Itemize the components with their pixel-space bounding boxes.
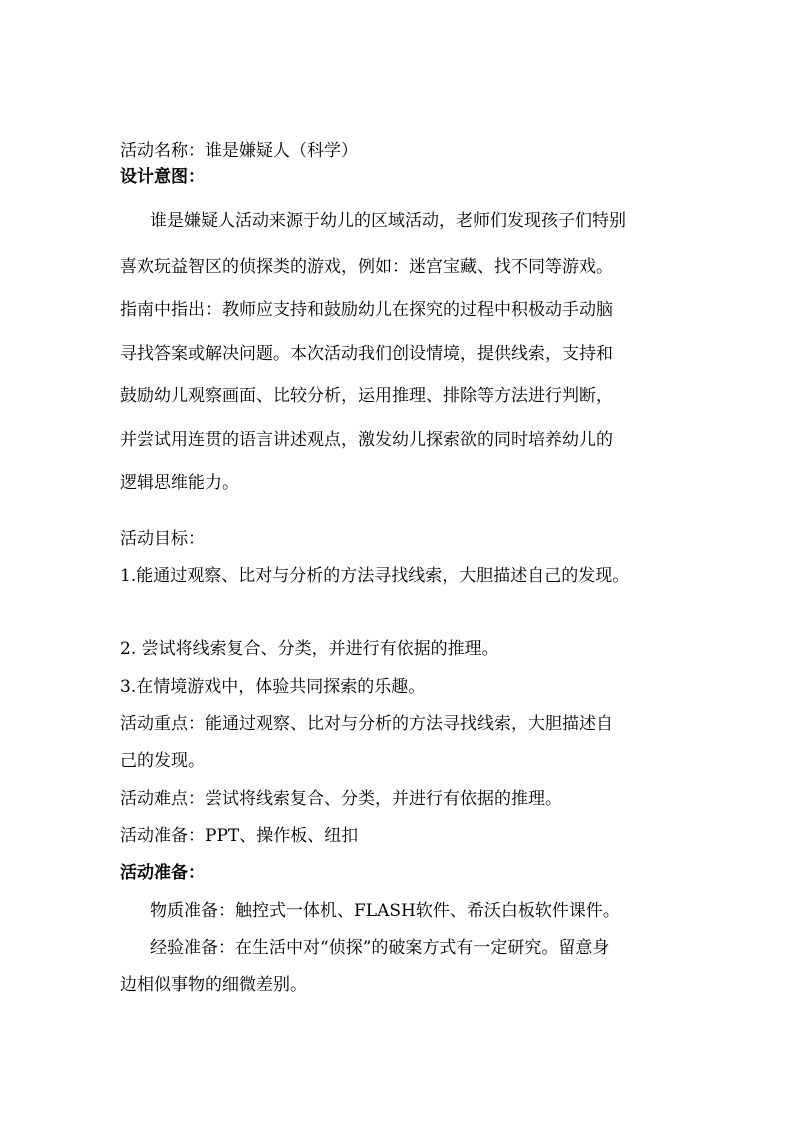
design-intent-line: 鼓励幼儿观察画面、比较分析，运用推理、排除等方法进行判断，	[120, 386, 613, 406]
design-intent-heading: 设计意图：	[120, 167, 205, 187]
difficulty: 活动难点：尝试将线索复合、分类，并进行有依据的推理。	[120, 789, 562, 809]
goal-item: 1.能通过观察、比对与分析的方法寻找线索，大胆描述自己的发现。	[120, 566, 630, 586]
design-intent-line: 谁是嫌疑人活动来源于幼儿的区域活动，老师们发现孩子们特别	[150, 211, 626, 231]
experience-preparation-line: 边相似事物的细微差别。	[120, 975, 307, 995]
physical-preparation: 物质准备：触控式一体机、FLASH软件、希沃白板软件课件。	[150, 901, 620, 921]
key-point-line: 活动重点：能通过观察、比对与分析的方法寻找线索，大胆描述自	[120, 714, 613, 734]
design-intent-line: 寻找答案或解决问题。本次活动我们创设情境，提供线索，支持和	[120, 344, 613, 364]
key-point-line: 己的发现。	[120, 751, 205, 771]
goal-item: 2. 尝试将线索复合、分类，并进行有依据的推理。	[120, 639, 499, 659]
design-intent-line: 逻辑思维能力。	[120, 473, 239, 493]
materials-short: 活动准备：PPT、操作板、纽扣	[120, 826, 359, 846]
goal-item: 3.在情境游戏中，体验共同探索的乐趣。	[120, 677, 426, 697]
design-intent-line: 并尝试用连贯的语言讲述观点，激发幼儿探索欲的同时培养幼儿的	[120, 430, 613, 450]
design-intent-line: 指南中指出：教师应支持和鼓励幼儿在探究的过程中积极动手动脑	[120, 300, 613, 320]
preparation-heading: 活动准备：	[120, 863, 205, 883]
goals-heading: 活动目标：	[120, 529, 205, 549]
activity-name: 活动名称：谁是嫌疑人（科学）	[120, 141, 358, 161]
design-intent-line: 喜欢玩益智区的侦探类的游戏，例如：迷宫宝藏、找不同等游戏。	[120, 257, 613, 277]
experience-preparation-line: 经验准备：在生活中对“侦探”的破案方式有一定研究。留意身	[150, 938, 610, 958]
